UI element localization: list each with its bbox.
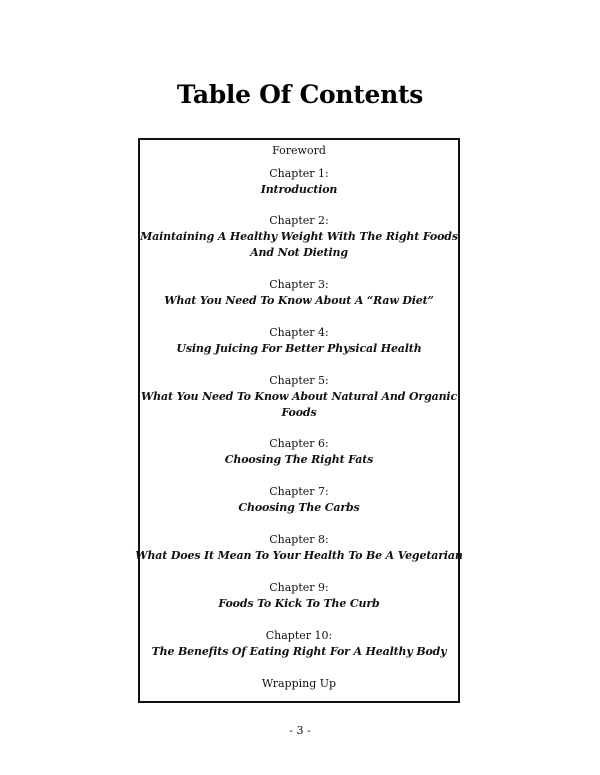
chapter-7-title: Choosing The Carbs bbox=[238, 501, 360, 514]
chapter-8-label: Chapter 8: bbox=[269, 533, 329, 546]
chapter-3-label: Chapter 3: bbox=[269, 278, 329, 291]
chapter-4-label: Chapter 4: bbox=[269, 326, 329, 339]
chapter-9-title: Foods To Kick To The Curb bbox=[218, 597, 380, 610]
page-title: Table Of Contents bbox=[176, 80, 424, 109]
chapter-6-label: Chapter 6: bbox=[269, 437, 329, 450]
toc-foreword: Foreword bbox=[272, 144, 326, 157]
chapter-10-title: The Benefits Of Eating Right For A Healthy Body bbox=[151, 645, 447, 658]
chapter-9-label: Chapter 9: bbox=[269, 581, 329, 594]
table-of-contents-box bbox=[135, 138, 463, 703]
chapter-5-label: Chapter 5: bbox=[269, 374, 329, 387]
toc-wrapping-up: Wrapping Up bbox=[261, 677, 337, 690]
chapter-2-label: Chapter 2: bbox=[269, 214, 329, 227]
chapter-1-title: Introduction bbox=[260, 183, 338, 196]
chapter-1-label: Chapter 1: bbox=[269, 167, 329, 180]
chapter-6-title: Choosing The Right Fats bbox=[224, 453, 374, 466]
chapter-7-label: Chapter 7: bbox=[269, 485, 329, 498]
page-number: - 3 - bbox=[289, 724, 311, 737]
chapter-8-title: What Does It Mean To Your Health To Be A Vegetarian bbox=[135, 549, 463, 562]
chapter-4-title: Using Juicing For Better Physical Health bbox=[176, 342, 422, 355]
chapter-10-label: Chapter 10: bbox=[265, 629, 333, 642]
chapter-2-title-line2: And Not Dieting bbox=[250, 246, 348, 259]
chapter-2-title-line1: Maintaining A Healthy Weight With The Right Foods bbox=[140, 230, 458, 243]
chapter-5-title-line2: Foods bbox=[281, 406, 317, 419]
chapter-3-title: What You Need To Know About A “Raw Diet” bbox=[164, 294, 434, 307]
chapter-5-title-line1: What You Need To Know About Natural And Organic bbox=[140, 390, 458, 403]
